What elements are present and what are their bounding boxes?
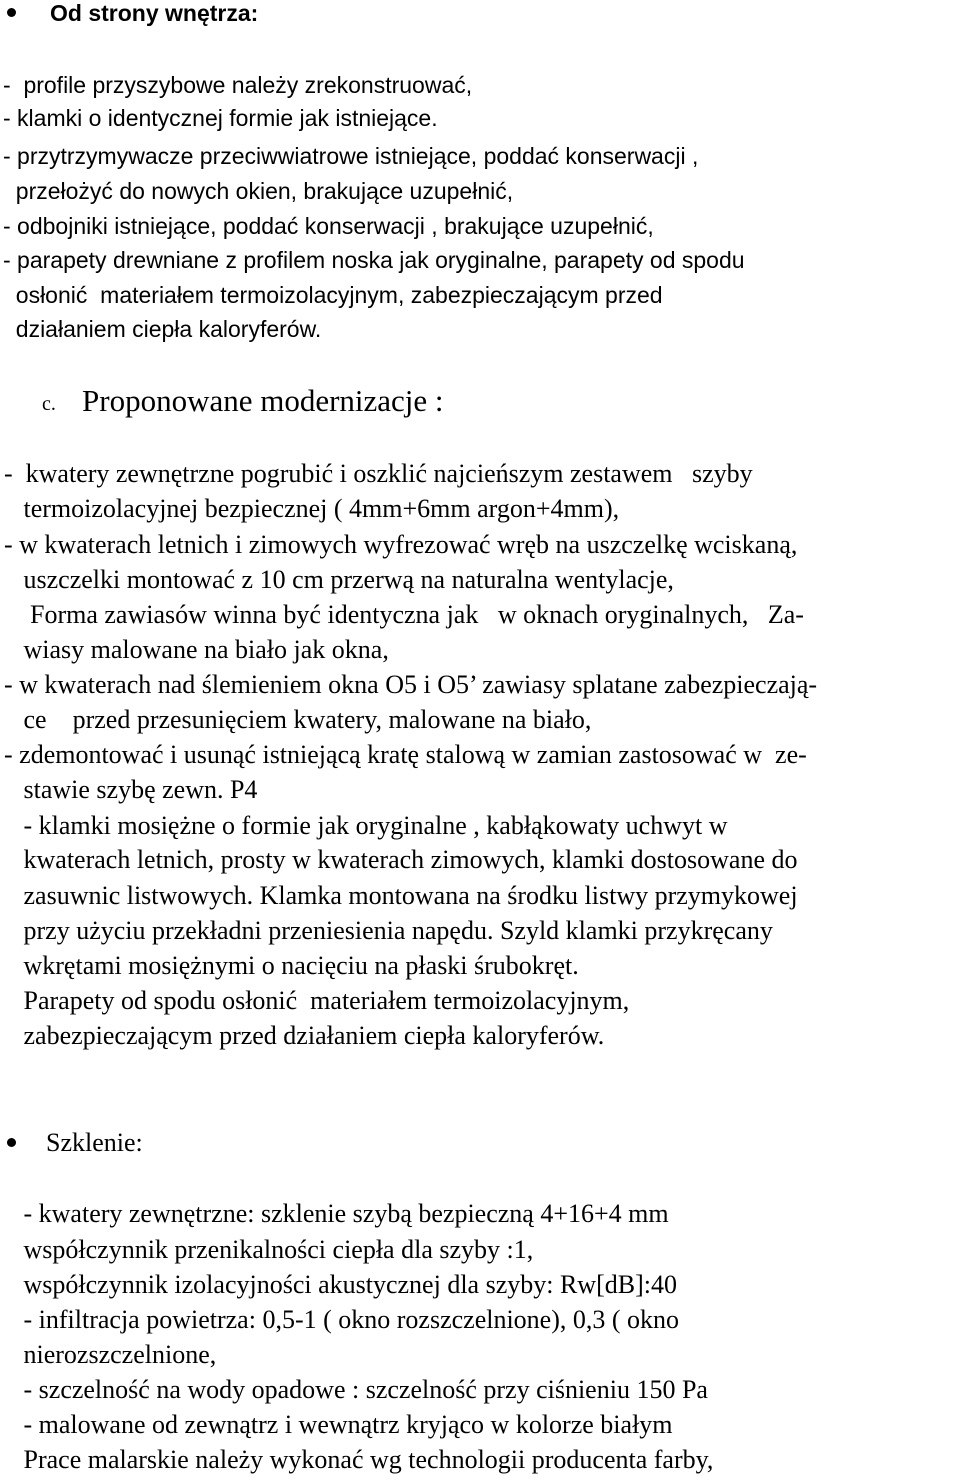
text-line: - kwatery zewnętrzne: szklenie szybą bezpieczną 4+16+4 mm bbox=[4, 1199, 669, 1228]
section-heading-glazing: Szklenie: bbox=[46, 1128, 143, 1157]
text-line: kwaterach letnich, prosty w kwaterach zimowych, klamki dostosowane do bbox=[4, 845, 798, 874]
text-line: - profile przyszybowe należy zrekonstruować, bbox=[3, 72, 473, 98]
text-line: współczynnik przenikalności ciepła dla szyby :1, bbox=[4, 1235, 534, 1264]
text-line: uszczelki montować z 10 cm przerwą na naturalna wentylacje, bbox=[4, 565, 674, 594]
text-line: - przytrzymywacze przeciwwiatrowe istniejące, poddać konserwacji , bbox=[3, 143, 699, 169]
text-line: - klamki mosiężne o formie jak oryginalne , kabłąkowaty uchwyt w bbox=[4, 811, 728, 840]
text-line: - szczelność na wody opadowe : szczelność przy ciśnieniu 150 Pa bbox=[4, 1375, 708, 1404]
text-line: wkrętami mosiężnymi o nacięciu na płaski śrubokręt. bbox=[4, 951, 579, 980]
text-line: termoizolacyjnej bezpiecznej ( 4mm+6mm argon+4mm), bbox=[4, 494, 620, 523]
text-line: zasuwnic listwowych. Klamka montowana na środku listwy przymykowej bbox=[4, 881, 798, 910]
list-marker: c. bbox=[42, 393, 56, 415]
text-line: - odbojniki istniejące, poddać konserwacji , brakujące uzupełnić, bbox=[3, 213, 654, 239]
bullet-icon bbox=[7, 1138, 16, 1147]
text-line: stawie szybę zewn. P4 bbox=[4, 775, 258, 804]
text-line: - kwatery zewnętrzne pogrubić i oszklić najcieńszym zestawem szyby bbox=[4, 459, 753, 488]
text-line: wiasy malowane na biało jak okna, bbox=[4, 635, 389, 664]
bullet-icon bbox=[7, 8, 16, 17]
text-line: nierozszczelnione, bbox=[4, 1340, 217, 1369]
text-line: osłonić materiałem termoizolacyjnym, zabezpieczającym przed bbox=[3, 282, 663, 308]
text-line: - zdemontować i usunąć istniejącą kratę stalową w zamian zastosować w ze- bbox=[4, 740, 807, 769]
text-line: - infiltracja powietrza: 0,5-1 ( okno rozszczelnione), 0,3 ( okno bbox=[4, 1305, 680, 1334]
text-line: - parapety drewniane z profilem noska jak oryginalne, parapety od spodu bbox=[3, 247, 745, 273]
text-line: - klamki o identycznej formie jak istniejące. bbox=[3, 105, 438, 131]
text-line: przełożyć do nowych okien, brakujące uzupełnić, bbox=[3, 178, 514, 204]
text-line: współczynnik izolacyjności akustycznej dla szyby: Rw[dB]:40 bbox=[4, 1270, 677, 1299]
section-heading-modernization: Proponowane modernizacje : bbox=[82, 383, 444, 418]
text-line: Forma zawiasów winna być identyczna jak w oknach oryginalnych, Za- bbox=[4, 600, 804, 629]
text-line: - malowane od zewnątrz i wewnątrz kryjąco w kolorze białym bbox=[4, 1410, 673, 1439]
section-heading-interior: Od strony wnętrza: bbox=[50, 0, 259, 26]
text-line: - w kwaterach letnich i zimowych wyfrezować wręb na uszczelkę wciskaną, bbox=[4, 530, 798, 559]
text-line: Parapety od spodu osłonić materiałem termoizolacyjnym, bbox=[4, 986, 630, 1015]
text-line: zabezpieczającym przed działaniem ciepła kaloryferów. bbox=[4, 1021, 605, 1050]
text-line: działaniem ciepła kaloryferów. bbox=[3, 316, 322, 342]
text-line: przy użyciu przekładni przeniesienia napędu. Szyld klamki przykręcany bbox=[4, 916, 773, 945]
text-line: Prace malarskie należy wykonać wg technologii producenta farby, bbox=[4, 1445, 714, 1474]
text-line: ce przed przesunięciem kwatery, malowane na biało, bbox=[4, 705, 592, 734]
text-line: - w kwaterach nad ślemieniem okna O5 i O5’ zawiasy splatane zabezpieczają- bbox=[4, 670, 818, 699]
